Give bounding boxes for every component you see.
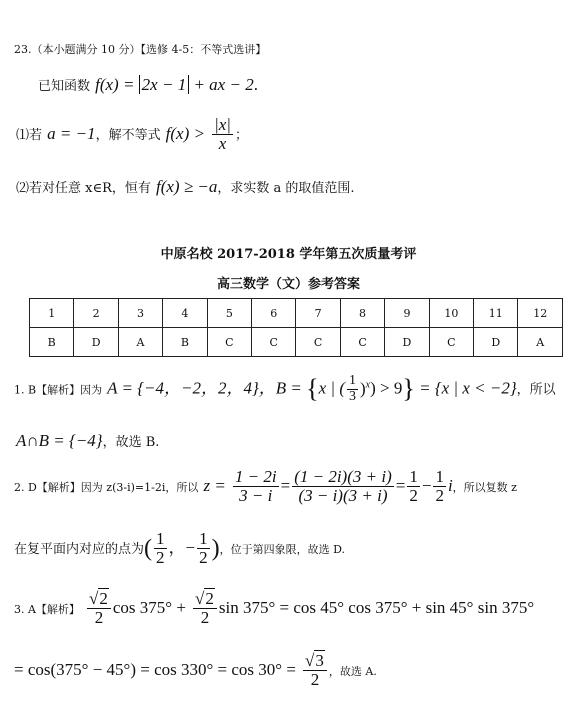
table-cell: 11 bbox=[474, 299, 518, 328]
problem-given: 已知函数 f(x) = 2x − 1 + ax − 2. bbox=[38, 75, 258, 94]
table-row-numbers bbox=[30, 299, 563, 328]
solution-2-line-1: 2. D【解析】因为 z(3-i)=1-2i，所以 z = $\frac{1 - 2i}{3 - i}$ = $\frac{(1 - 2i)(3 + i)}{(3 - i)(3 + i)}$ = $\frac{1}{2}$ − $\frac{1}{2}$ i，所以复数 z bbox=[14, 467, 517, 505]
table-cell: B bbox=[30, 328, 74, 357]
table-cell: C bbox=[207, 328, 251, 357]
table-cell: 1 bbox=[30, 299, 74, 328]
solution-3-line-2: = cos(375° − 45°) = cos 330° = cos 30° = $\frac{√3}{2}$ ，故选 A. bbox=[14, 651, 377, 689]
table-cell: 6 bbox=[252, 299, 296, 328]
problem-part1: ⑴若 a = −1，解不等式 f(x) > $\frac{|x|}{x}$ ； bbox=[16, 115, 248, 153]
table-row-answers bbox=[30, 328, 563, 357]
table-cell: D bbox=[474, 328, 518, 357]
table-cell: 2 bbox=[74, 299, 118, 328]
part1-fraction: $\frac{|x|}{x}$ bbox=[214, 115, 231, 153]
table-cell: 7 bbox=[296, 299, 340, 328]
table-cell: 12 bbox=[518, 299, 563, 328]
solution-1-line-1: 1. B【解析】因为 A = {−4，−2，2，4}，B = {x | ( $\frac{1}{3}$ )$^x$) > 9} = {x | x < −2}，所以 bbox=[14, 373, 556, 404]
table-cell: 8 bbox=[340, 299, 384, 328]
exam-title: 中原名校 2017-2018 学年第五次质量考评 bbox=[160, 247, 417, 262]
table-cell: A bbox=[118, 328, 162, 357]
table-cell: C bbox=[429, 328, 473, 357]
table-cell: 10 bbox=[429, 299, 473, 328]
answer-title: 高三数学（文）参考答案 bbox=[216, 277, 360, 292]
problem-header: 23.（本小题满分 10 分）【选修 4-5：不等式选讲】 bbox=[14, 43, 267, 56]
table-cell: 3 bbox=[118, 299, 162, 328]
solution-3-line-1: 3. A【解析】 $\frac{√2}{2}$ cos 375° + $\frac{√2}{2}$ sin 375° = cos 45° cos 375° + sin 45° sin 375° bbox=[14, 589, 535, 627]
table-cell: C bbox=[340, 328, 384, 357]
answer-table bbox=[29, 298, 563, 357]
table-cell: 9 bbox=[385, 299, 429, 328]
table-cell: B bbox=[163, 328, 207, 357]
table-cell: 5 bbox=[207, 299, 251, 328]
solution-2-line-2: 在复平面内对应的点为( $\frac{1}{2}$ ，− $\frac{1}{2}$ )，位于第四象限，故选 D. bbox=[14, 529, 346, 567]
table-cell: D bbox=[74, 328, 118, 357]
solution-1-line-2: A∩B = {−4}，故选 B. bbox=[16, 431, 160, 450]
table-cell: C bbox=[296, 328, 340, 357]
table-cell: A bbox=[518, 328, 563, 357]
table-cell: D bbox=[385, 328, 429, 357]
table-cell: C bbox=[252, 328, 296, 357]
problem-part2: ⑵若对任意 x∈R，恒有 f(x) ≥ −a，求实数 a 的取值范围. bbox=[16, 177, 355, 196]
table-cell: 4 bbox=[163, 299, 207, 328]
